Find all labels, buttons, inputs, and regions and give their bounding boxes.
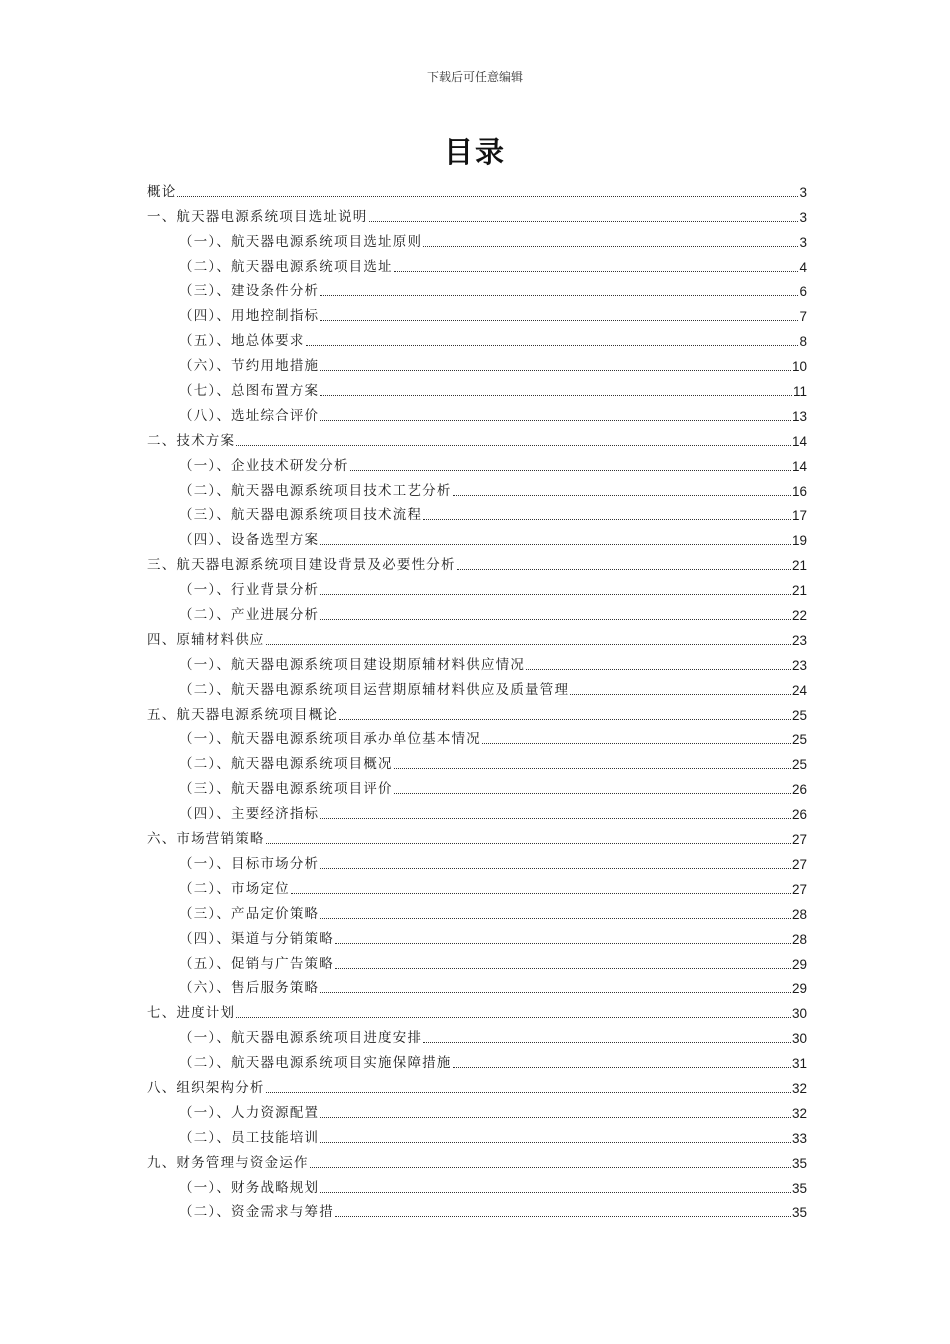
toc-page-number: 21 [791,558,807,574]
toc-dot-leader [320,1117,791,1118]
toc-page-number: 10 [791,359,807,375]
toc-entry-title: （四）、设备选型方案 [179,532,320,549]
toc-entry[interactable] [147,1147,807,1172]
toc-page-number: 28 [791,906,807,922]
toc-entry-title: （三）、产品定价策略 [179,905,320,922]
toc-subentry[interactable] [147,450,807,475]
toc-subentry[interactable] [147,375,807,400]
toc-entry-title: （二）、航天器电源系统项目实施保障措施 [179,1055,452,1072]
toc-subentry[interactable] [147,325,807,350]
toc-dot-leader [320,1142,791,1143]
toc-dot-leader [335,943,791,944]
toc-page-number: 28 [791,931,807,947]
toc-entry-title: （六）、节约用地措施 [179,358,320,375]
toc-page-number: 13 [791,408,807,424]
toc-dot-leader [177,196,798,197]
toc-entry-title: （二）、员工技能培训 [179,1129,320,1146]
toc-page-number: 14 [791,433,807,449]
toc-entry-title: （三）、航天器电源系统项目评价 [179,781,393,798]
toc-subentry[interactable] [147,898,807,923]
toc-entry-title: （四）、渠道与分销策略 [179,930,334,947]
toc-entry-title: （二）、航天器电源系统项目技术工艺分析 [179,482,452,499]
toc-entry-title: 六、市场营销策略 [147,831,265,848]
toc-entry-title: （一）、航天器电源系统项目建设期原辅材料供应情况 [179,656,526,673]
toc-entry-title: （五）、促销与广告策略 [179,955,334,972]
toc-entry-title: （四）、用地控制指标 [179,308,320,325]
header-note: 下载后可任意编辑 [426,70,523,84]
toc-page-number: 32 [791,1105,807,1121]
toc-subentry[interactable] [147,649,807,674]
toc-dot-leader [266,843,791,844]
toc-dot-leader [457,569,791,570]
toc-page-number: 25 [791,707,807,723]
toc-entry-title: 四、原辅材料供应 [147,631,265,648]
toc-subentry[interactable] [147,524,807,549]
toc-dot-leader [306,345,799,346]
toc-subentry[interactable] [147,948,807,973]
toc-dot-leader [320,1192,791,1193]
toc-dot-leader [453,1067,791,1068]
toc-page-number: 35 [791,1205,807,1221]
toc-entry-title: （二）、资金需求与筹措 [179,1204,334,1221]
toc-dot-leader [570,694,791,695]
toc-entry-title: 概论 [147,183,177,200]
toc-entry[interactable] [147,549,807,574]
toc-dot-leader [320,370,791,371]
toc-dot-leader [320,992,791,993]
toc-entry[interactable] [147,823,807,848]
toc-page-number: 25 [791,757,807,773]
toc-dot-leader [350,470,791,471]
toc-subentry[interactable] [147,1097,807,1122]
toc-subentry[interactable] [147,300,807,325]
toc-page-number: 23 [791,657,807,673]
toc-entry-title: （二）、产业进展分析 [179,607,320,624]
toc-dot-leader [320,594,791,595]
toc-page-number: 4 [799,259,807,275]
toc-page-number: 19 [791,533,807,549]
toc-entry-title: （二）、市场定位 [179,880,290,897]
toc-page-number: 35 [791,1180,807,1196]
toc-entry-title: 二、技术方案 [147,432,236,449]
toc-page-number: 14 [791,458,807,474]
toc-page-number: 26 [791,807,807,823]
table-of-contents [147,176,807,1221]
toc-entry-title: 八、组织架构分析 [147,1079,265,1096]
toc-dot-leader [335,1216,791,1217]
toc-entry-title: （一）、企业技术研发分析 [179,457,349,474]
toc-subentry[interactable] [147,1197,807,1222]
toc-subentry[interactable] [147,276,807,301]
toc-entry-title: （三）、航天器电源系统项目技术流程 [179,507,423,524]
toc-dot-leader [335,968,791,969]
toc-subentry[interactable] [147,226,807,251]
toc-dot-leader [339,719,791,720]
toc-dot-leader [453,495,791,496]
toc-dot-leader [394,271,799,272]
toc-entry-title: （五）、地总体要求 [179,333,305,350]
toc-page-number: 29 [791,981,807,997]
toc-dot-leader [320,868,791,869]
toc-page-number: 6 [799,284,807,300]
toc-page-number: 23 [791,632,807,648]
toc-entry[interactable] [147,1072,807,1097]
toc-entry-title: （八）、选址综合评价 [179,407,320,424]
toc-page-number: 24 [791,682,807,698]
toc-page-number: 30 [791,1031,807,1047]
toc-page-number: 17 [791,508,807,524]
toc-entry-title: （一）、行业背景分析 [179,582,320,599]
toc-dot-leader [320,818,791,819]
toc-page-number: 3 [799,184,807,200]
toc-entry-title: （六）、售后服务策略 [179,980,320,997]
toc-dot-leader [266,1092,791,1093]
toc-page-number: 33 [791,1130,807,1146]
toc-entry[interactable] [147,624,807,649]
toc-subentry[interactable] [147,674,807,699]
toc-subentry[interactable] [147,748,807,773]
toc-subentry[interactable] [147,773,807,798]
toc-page-number: 16 [791,483,807,499]
toc-subentry[interactable] [147,400,807,425]
toc-entry[interactable] [147,997,807,1022]
toc-subentry[interactable] [147,848,807,873]
toc-page-number: 27 [791,881,807,897]
toc-page-number: 35 [791,1155,807,1171]
toc-entry-title: 九、财务管理与资金运作 [147,1154,309,1171]
toc-subentry[interactable] [147,724,807,749]
toc-entry-title: （四）、主要经济指标 [179,806,320,823]
toc-entry-title: （二）、航天器电源系统项目运营期原辅材料供应及质量管理 [179,681,570,698]
toc-page-number: 25 [791,732,807,748]
toc-page-number: 21 [791,583,807,599]
toc-page-number: 29 [791,956,807,972]
toc-entry[interactable] [147,201,807,226]
toc-subentry[interactable] [147,923,807,948]
toc-subentry[interactable] [147,973,807,998]
toc-page-number: 30 [791,1006,807,1022]
toc-dot-leader [320,395,792,396]
toc-entry-title: （一）、目标市场分析 [179,855,320,872]
toc-subentry[interactable] [147,1022,807,1047]
toc-dot-leader [310,1167,791,1168]
toc-page-number: 3 [799,234,807,250]
toc-dot-leader [423,246,798,247]
toc-dot-leader [291,893,791,894]
toc-dot-leader [320,544,791,545]
toc-page-number: 26 [791,782,807,798]
toc-entry-title: （七）、总图布置方案 [179,383,320,400]
toc-dot-leader [320,320,798,321]
toc-page-number: 27 [791,832,807,848]
toc-dot-leader [320,918,791,919]
toc-page-number: 27 [791,856,807,872]
toc-dot-leader [320,420,791,421]
toc-subentry[interactable] [147,251,807,276]
toc-subentry[interactable] [147,475,807,500]
toc-subentry[interactable] [147,574,807,599]
toc-entry-title: 七、进度计划 [147,1005,236,1022]
toc-subentry[interactable] [147,599,807,624]
toc-dot-leader [526,669,791,670]
toc-subentry[interactable] [147,1172,807,1197]
toc-subentry[interactable] [147,1122,807,1147]
toc-entry[interactable] [147,699,807,724]
toc-page-number: 31 [791,1056,807,1072]
toc-dot-leader [320,619,791,620]
toc-entry-title: 五、航天器电源系统项目概论 [147,706,339,723]
toc-entry-title: （二）、航天器电源系统项目选址 [179,258,393,275]
toc-entry-title: 一、航天器电源系统项目选址说明 [147,208,368,225]
toc-entry-title: （三）、建设条件分析 [179,283,320,300]
toc-entry-title: （一）、航天器电源系统项目选址原则 [179,233,423,250]
toc-dot-leader [266,644,791,645]
toc-dot-leader [236,1017,791,1018]
toc-entry-title: （一）、航天器电源系统项目进度安排 [179,1030,423,1047]
toc-subentry[interactable] [147,500,807,525]
toc-entry[interactable] [147,176,807,201]
toc-subentry[interactable] [147,350,807,375]
toc-dot-leader [394,793,791,794]
toc-dot-leader [320,295,798,296]
toc-entry-title: （一）、财务战略规划 [179,1179,320,1196]
toc-subentry[interactable] [147,873,807,898]
toc-entry-title: （一）、航天器电源系统项目承办单位基本情况 [179,731,481,748]
toc-dot-leader [369,221,799,222]
toc-dot-leader [394,768,791,769]
toc-entry-title: 三、航天器电源系统项目建设背景及必要性分析 [147,557,456,574]
toc-dot-leader [482,743,791,744]
toc-page-number: 8 [799,334,807,350]
toc-page-number: 7 [799,309,807,325]
toc-dot-leader [423,1042,791,1043]
toc-dot-leader [236,445,791,446]
toc-subentry[interactable] [147,798,807,823]
toc-page-number: 22 [791,608,807,624]
toc-entry[interactable] [147,425,807,450]
toc-entry-title: （二）、航天器电源系统项目概况 [179,756,393,773]
toc-page-number: 11 [792,384,807,400]
toc-page-number: 32 [791,1080,807,1096]
toc-subentry[interactable] [147,1047,807,1072]
page-title: 目录 [443,135,506,169]
toc-dot-leader [423,519,791,520]
toc-entry-title: （一）、人力资源配置 [179,1104,320,1121]
toc-page-number: 3 [799,209,807,225]
